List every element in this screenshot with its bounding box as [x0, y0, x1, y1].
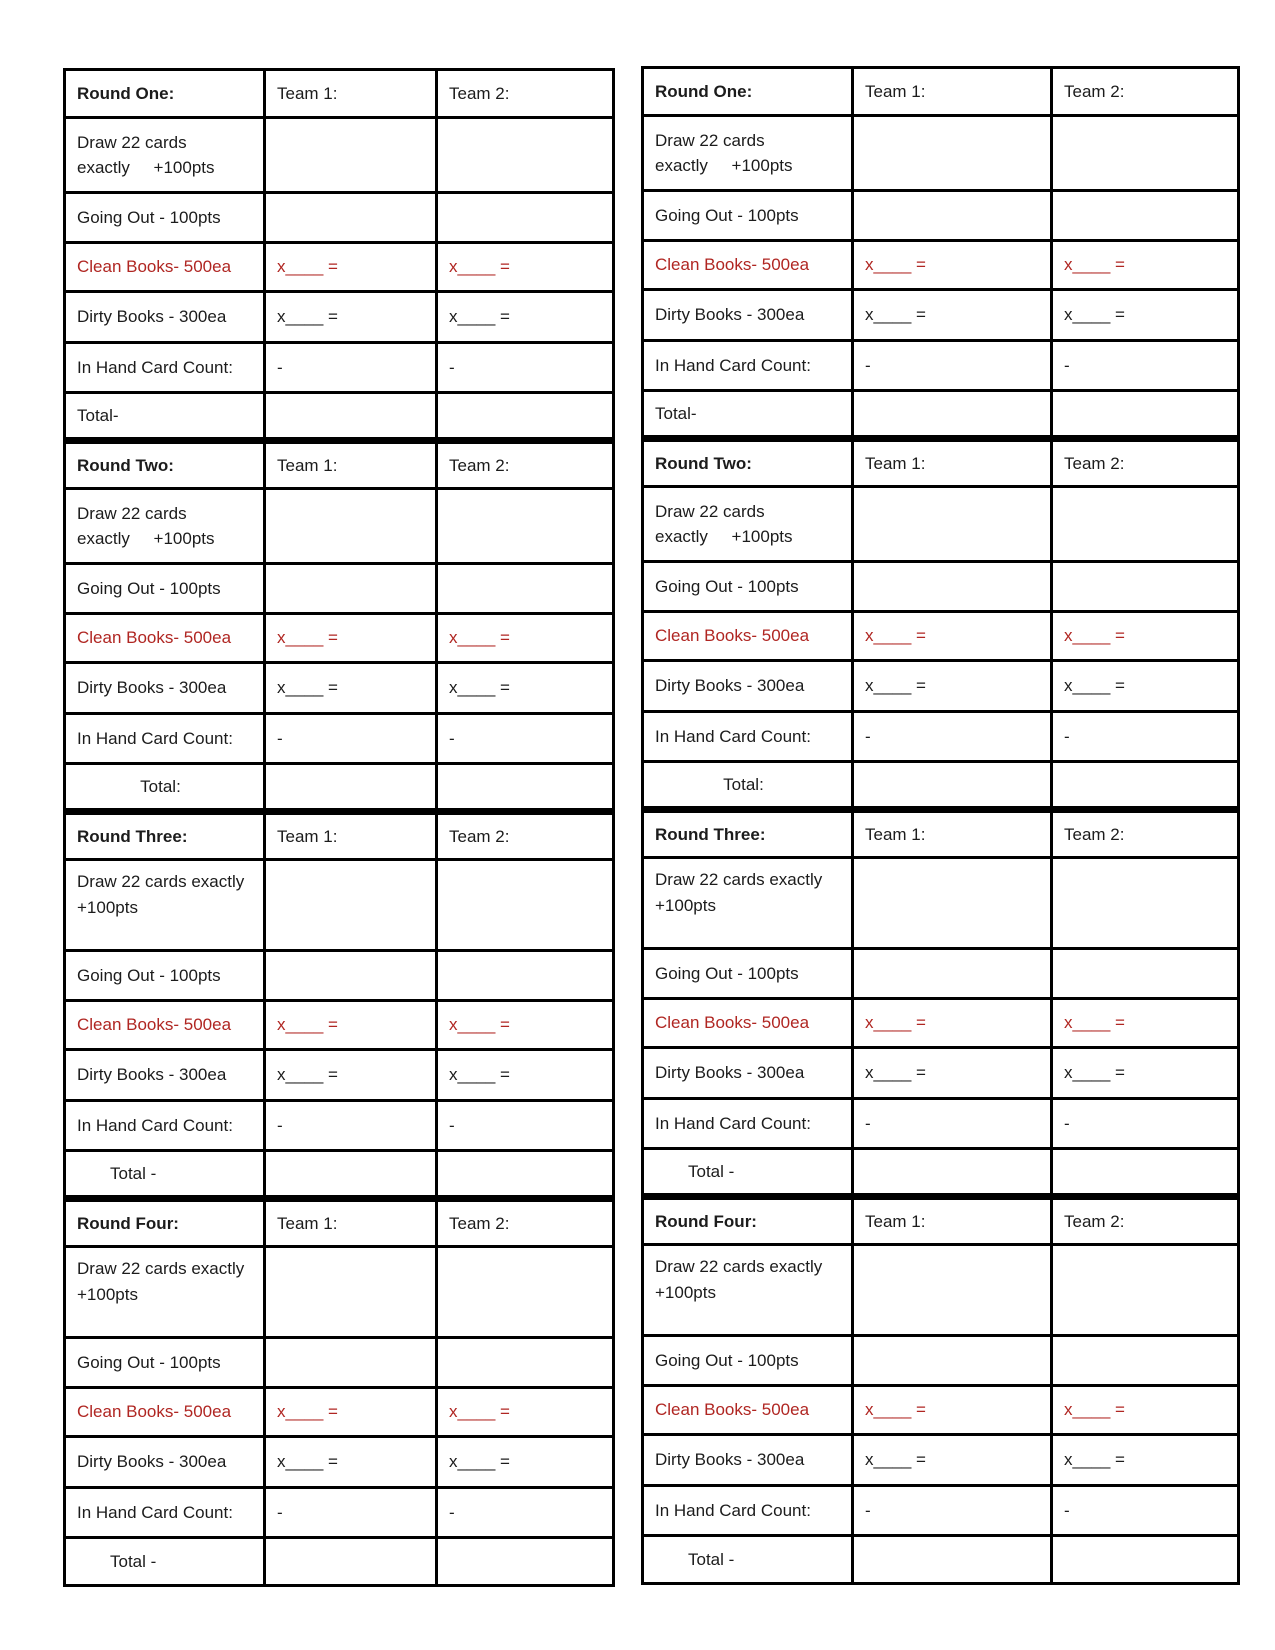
- score-cell: [853, 487, 1052, 562]
- score-cell: [1052, 858, 1239, 949]
- dirty-books-team1-value: x____ =: [853, 1048, 1052, 1099]
- dirty-books-label: Dirty Books - 300ea: [65, 1050, 265, 1101]
- in-hand-row: [65, 1101, 614, 1151]
- clean-books-team1-value: x____ =: [265, 243, 437, 292]
- clean-books-row: [643, 999, 1239, 1048]
- round-title: Round Four:: [65, 1199, 265, 1247]
- draw-label-line2: exactly +100pts: [77, 158, 215, 177]
- dirty-books-team2-value: x____ =: [1052, 661, 1239, 712]
- score-cell: [853, 116, 1052, 191]
- clean-books-team1-value: x____ =: [265, 1388, 437, 1437]
- total-row: [643, 391, 1239, 439]
- clean-books-team1-value: x____ =: [853, 999, 1052, 1048]
- total-team1-cell: [265, 1538, 437, 1586]
- in-hand-team2-value: -: [437, 1488, 614, 1538]
- going-out-label: Going Out - 100pts: [65, 193, 265, 243]
- team2-header-cell: Team 2:: [437, 1199, 614, 1247]
- score-cell: [853, 949, 1052, 999]
- score-cell: [1052, 487, 1239, 562]
- clean-books-label: Clean Books- 500ea: [65, 614, 265, 663]
- draw-label-line2: +100pts: [77, 1284, 138, 1304]
- score-cell: [265, 951, 437, 1001]
- dirty-books-team2-value: x____ =: [1052, 1048, 1239, 1099]
- going-out-label: Going Out - 100pts: [643, 191, 853, 241]
- in-hand-label: In Hand Card Count:: [65, 714, 265, 764]
- score-cell: [853, 562, 1052, 612]
- clean-books-row: [643, 241, 1239, 290]
- in-hand-label: In Hand Card Count:: [65, 343, 265, 393]
- in-hand-team2-value: -: [437, 1101, 614, 1151]
- score-cell: [1052, 949, 1239, 999]
- in-hand-label: In Hand Card Count:: [643, 341, 853, 391]
- in-hand-row: [643, 712, 1239, 762]
- dirty-books-team1-value: x____ =: [265, 292, 437, 343]
- total-team2-cell: [437, 1151, 614, 1199]
- total-row: [643, 1149, 1239, 1197]
- clean-books-team1-value: x____ =: [853, 241, 1052, 290]
- dirty-books-label: Dirty Books - 300ea: [643, 1435, 853, 1486]
- total-row: [65, 1151, 614, 1199]
- team2-header-cell: Team 2:: [1052, 439, 1239, 487]
- draw-label-line1: Draw 22 cards: [655, 501, 765, 521]
- draw-label-line2: exactly +100pts: [655, 156, 793, 175]
- in-hand-team1-value: -: [265, 714, 437, 764]
- draw-label: [65, 118, 265, 193]
- round-header-row: [643, 810, 1239, 858]
- in-hand-team2-value: -: [437, 714, 614, 764]
- draw-label: [643, 116, 853, 191]
- total-label: Total-: [65, 393, 265, 441]
- draw-label-line1: Draw 22 cards exactly: [655, 1257, 823, 1276]
- total-team2-cell: [437, 393, 614, 441]
- round-three-section: [643, 810, 1239, 1197]
- score-cell: [437, 564, 614, 614]
- clean-books-team2-value: x____ =: [437, 243, 614, 292]
- in-hand-label: In Hand Card Count:: [643, 1099, 853, 1149]
- in-hand-team2-value: -: [1052, 712, 1239, 762]
- round-header-row: [65, 441, 614, 489]
- total-team2-cell: [1052, 1149, 1239, 1197]
- team2-header-cell: Team 2:: [437, 441, 614, 489]
- score-cell: [437, 489, 614, 564]
- clean-books-label: Clean Books- 500ea: [643, 1386, 853, 1435]
- in-hand-team1-value: -: [265, 1101, 437, 1151]
- in-hand-team2-value: -: [1052, 341, 1239, 391]
- score-cell: [437, 118, 614, 193]
- round-header-row: [643, 68, 1239, 116]
- in-hand-team2-value: -: [437, 343, 614, 393]
- round-header-row: [65, 1199, 614, 1247]
- going-out-label: Going Out - 100pts: [643, 1336, 853, 1386]
- clean-books-team2-value: x____ =: [1052, 1386, 1239, 1435]
- score-cell: [265, 489, 437, 564]
- total-team2-cell: [1052, 391, 1239, 439]
- draw-row: [65, 118, 614, 193]
- dirty-books-team1-value: x____ =: [853, 290, 1052, 341]
- dirty-books-row: [65, 663, 614, 714]
- score-cell: [437, 193, 614, 243]
- total-team1-cell: [265, 764, 437, 812]
- score-cell: [437, 860, 614, 951]
- dirty-books-team1-value: x____ =: [853, 1435, 1052, 1486]
- round-one-section: [65, 70, 614, 441]
- score-cell: [1052, 191, 1239, 241]
- total-team1-cell: [853, 391, 1052, 439]
- dirty-books-team2-value: x____ =: [1052, 1435, 1239, 1486]
- round-two-section: [643, 439, 1239, 810]
- clean-books-team2-value: x____ =: [1052, 241, 1239, 290]
- total-row: [643, 1536, 1239, 1584]
- draw-row: [65, 489, 614, 564]
- team2-header-cell: Team 2:: [1052, 1197, 1239, 1245]
- total-label: Total -: [65, 1538, 265, 1586]
- going-out-row: [643, 949, 1239, 999]
- dirty-books-team1-value: x____ =: [853, 661, 1052, 712]
- draw-row: [643, 116, 1239, 191]
- dirty-books-row: [65, 1437, 614, 1488]
- round-three-section: [65, 812, 614, 1199]
- in-hand-team1-value: -: [265, 343, 437, 393]
- round-header-row: [643, 1197, 1239, 1245]
- draw-label: [643, 858, 853, 949]
- draw-label: [65, 489, 265, 564]
- clean-books-label: Clean Books- 500ea: [643, 241, 853, 290]
- going-out-label: Going Out - 100pts: [65, 951, 265, 1001]
- draw-row: [643, 1245, 1239, 1336]
- team2-header-cell: Team 2:: [1052, 810, 1239, 858]
- round-header-row: [643, 439, 1239, 487]
- total-row: [65, 764, 614, 812]
- score-cell: [1052, 562, 1239, 612]
- clean-books-label: Clean Books- 500ea: [65, 243, 265, 292]
- dirty-books-label: Dirty Books - 300ea: [643, 1048, 853, 1099]
- draw-row: [643, 858, 1239, 949]
- score-cell: [853, 858, 1052, 949]
- going-out-label: Going Out - 100pts: [65, 1338, 265, 1388]
- clean-books-label: Clean Books- 500ea: [643, 612, 853, 661]
- score-sheet-right: [641, 66, 1240, 1585]
- draw-label-line2: exactly +100pts: [77, 529, 215, 548]
- in-hand-label: In Hand Card Count:: [643, 1486, 853, 1536]
- clean-books-team1-value: x____ =: [853, 612, 1052, 661]
- score-cell: [853, 1336, 1052, 1386]
- clean-books-team2-value: x____ =: [437, 1388, 614, 1437]
- dirty-books-team1-value: x____ =: [265, 1437, 437, 1488]
- score-cell: [1052, 116, 1239, 191]
- clean-books-team2-value: x____ =: [1052, 999, 1239, 1048]
- score-cell: [853, 1245, 1052, 1336]
- draw-label-line1: Draw 22 cards: [77, 132, 187, 152]
- in-hand-team1-value: -: [853, 341, 1052, 391]
- clean-books-team2-value: x____ =: [1052, 612, 1239, 661]
- clean-books-row: [65, 1388, 614, 1437]
- total-label: Total -: [643, 1536, 853, 1584]
- total-team1-cell: [265, 393, 437, 441]
- going-out-label: Going Out - 100pts: [643, 949, 853, 999]
- draw-label: [643, 487, 853, 562]
- dirty-books-team2-value: x____ =: [437, 292, 614, 343]
- total-row: [65, 1538, 614, 1586]
- draw-label-line1: Draw 22 cards: [655, 130, 765, 150]
- going-out-row: [643, 191, 1239, 241]
- round-four-section: [65, 1199, 614, 1586]
- draw-label-line1: Draw 22 cards exactly: [77, 1259, 245, 1278]
- clean-books-label: Clean Books- 500ea: [643, 999, 853, 1048]
- score-cell: [265, 1338, 437, 1388]
- score-cell: [437, 951, 614, 1001]
- score-cell: [265, 1247, 437, 1338]
- round-title: Round One:: [643, 68, 853, 116]
- clean-books-row: [643, 1386, 1239, 1435]
- draw-label-line1: Draw 22 cards: [77, 503, 187, 523]
- total-label: Total -: [65, 1151, 265, 1199]
- round-header-row: [65, 812, 614, 860]
- team1-header-cell: Team 1:: [853, 68, 1052, 116]
- score-cell: [437, 1338, 614, 1388]
- team1-header-cell: Team 1:: [265, 70, 437, 118]
- team1-header-cell: Team 1:: [265, 441, 437, 489]
- clean-books-row: [65, 243, 614, 292]
- round-header-row: [65, 70, 614, 118]
- draw-label-line2: +100pts: [655, 895, 716, 915]
- round-two-section: [65, 441, 614, 812]
- total-team2-cell: [437, 1538, 614, 1586]
- round-four-section: [643, 1197, 1239, 1584]
- round-title: Round One:: [65, 70, 265, 118]
- draw-label-line2: +100pts: [77, 897, 138, 917]
- round-title: Round Three:: [643, 810, 853, 858]
- draw-label-line2: +100pts: [655, 1282, 716, 1302]
- team1-header-cell: Team 1:: [265, 812, 437, 860]
- total-label: Total-: [643, 391, 853, 439]
- draw-label: [643, 1245, 853, 1336]
- total-team1-cell: [853, 1149, 1052, 1197]
- total-label: Total:: [643, 762, 853, 810]
- dirty-books-label: Dirty Books - 300ea: [643, 290, 853, 341]
- in-hand-team2-value: -: [1052, 1486, 1239, 1536]
- dirty-books-label: Dirty Books - 300ea: [643, 661, 853, 712]
- team2-header-cell: Team 2:: [1052, 68, 1239, 116]
- going-out-row: [643, 562, 1239, 612]
- dirty-books-team1-value: x____ =: [265, 1050, 437, 1101]
- dirty-books-label: Dirty Books - 300ea: [65, 1437, 265, 1488]
- team1-header-cell: Team 1:: [853, 1197, 1052, 1245]
- total-team1-cell: [265, 1151, 437, 1199]
- going-out-row: [65, 951, 614, 1001]
- total-team1-cell: [853, 762, 1052, 810]
- going-out-label: Going Out - 100pts: [65, 564, 265, 614]
- draw-label-line1: Draw 22 cards exactly: [655, 870, 823, 889]
- dirty-books-team2-value: x____ =: [437, 1437, 614, 1488]
- draw-label: [65, 860, 265, 951]
- in-hand-label: In Hand Card Count:: [643, 712, 853, 762]
- clean-books-team1-value: x____ =: [265, 614, 437, 663]
- in-hand-label: In Hand Card Count:: [65, 1488, 265, 1538]
- total-row: [643, 762, 1239, 810]
- going-out-row: [643, 1336, 1239, 1386]
- in-hand-team1-value: -: [853, 1099, 1052, 1149]
- score-cell: [265, 564, 437, 614]
- score-cell: [1052, 1336, 1239, 1386]
- clean-books-label: Clean Books- 500ea: [65, 1001, 265, 1050]
- round-title: Round Three:: [65, 812, 265, 860]
- in-hand-row: [65, 343, 614, 393]
- team1-header-cell: Team 1:: [853, 810, 1052, 858]
- dirty-books-team2-value: x____ =: [437, 1050, 614, 1101]
- going-out-row: [65, 193, 614, 243]
- clean-books-team1-value: x____ =: [853, 1386, 1052, 1435]
- in-hand-row: [65, 1488, 614, 1538]
- in-hand-row: [643, 341, 1239, 391]
- in-hand-team1-value: -: [853, 712, 1052, 762]
- in-hand-team1-value: -: [265, 1488, 437, 1538]
- dirty-books-row: [65, 1050, 614, 1101]
- clean-books-team1-value: x____ =: [265, 1001, 437, 1050]
- total-label: Total -: [643, 1149, 853, 1197]
- team2-header-cell: Team 2:: [437, 812, 614, 860]
- going-out-row: [65, 1338, 614, 1388]
- draw-label: [65, 1247, 265, 1338]
- dirty-books-row: [643, 1048, 1239, 1099]
- in-hand-row: [643, 1099, 1239, 1149]
- in-hand-row: [643, 1486, 1239, 1536]
- going-out-label: Going Out - 100pts: [643, 562, 853, 612]
- in-hand-team2-value: -: [1052, 1099, 1239, 1149]
- in-hand-row: [65, 714, 614, 764]
- total-team2-cell: [1052, 1536, 1239, 1584]
- dirty-books-row: [643, 290, 1239, 341]
- clean-books-team2-value: x____ =: [437, 1001, 614, 1050]
- clean-books-row: [643, 612, 1239, 661]
- draw-row: [65, 1247, 614, 1338]
- draw-label-line1: Draw 22 cards exactly: [77, 872, 245, 891]
- score-cell: [1052, 1245, 1239, 1336]
- clean-books-team2-value: x____ =: [437, 614, 614, 663]
- dirty-books-row: [65, 292, 614, 343]
- total-team2-cell: [437, 764, 614, 812]
- dirty-books-team2-value: x____ =: [437, 663, 614, 714]
- team1-header-cell: Team 1:: [853, 439, 1052, 487]
- score-cell: [265, 860, 437, 951]
- in-hand-label: In Hand Card Count:: [65, 1101, 265, 1151]
- total-row: [65, 393, 614, 441]
- round-title: Round Four:: [643, 1197, 853, 1245]
- clean-books-row: [65, 614, 614, 663]
- dirty-books-label: Dirty Books - 300ea: [65, 663, 265, 714]
- dirty-books-team2-value: x____ =: [1052, 290, 1239, 341]
- in-hand-team1-value: -: [853, 1486, 1052, 1536]
- score-cell: [265, 193, 437, 243]
- dirty-books-row: [643, 661, 1239, 712]
- dirty-books-label: Dirty Books - 300ea: [65, 292, 265, 343]
- dirty-books-team1-value: x____ =: [265, 663, 437, 714]
- total-team2-cell: [1052, 762, 1239, 810]
- score-cell: [437, 1247, 614, 1338]
- draw-row: [65, 860, 614, 951]
- team2-header-cell: Team 2:: [437, 70, 614, 118]
- score-cell: [265, 118, 437, 193]
- round-title: Round Two:: [643, 439, 853, 487]
- going-out-row: [65, 564, 614, 614]
- total-team1-cell: [853, 1536, 1052, 1584]
- total-label: Total:: [65, 764, 265, 812]
- dirty-books-row: [643, 1435, 1239, 1486]
- round-one-section: [643, 68, 1239, 439]
- clean-books-label: Clean Books- 500ea: [65, 1388, 265, 1437]
- clean-books-row: [65, 1001, 614, 1050]
- team1-header-cell: Team 1:: [265, 1199, 437, 1247]
- draw-label-line2: exactly +100pts: [655, 527, 793, 546]
- score-sheet-left: [63, 68, 615, 1587]
- round-title: Round Two:: [65, 441, 265, 489]
- score-cell: [853, 191, 1052, 241]
- draw-row: [643, 487, 1239, 562]
